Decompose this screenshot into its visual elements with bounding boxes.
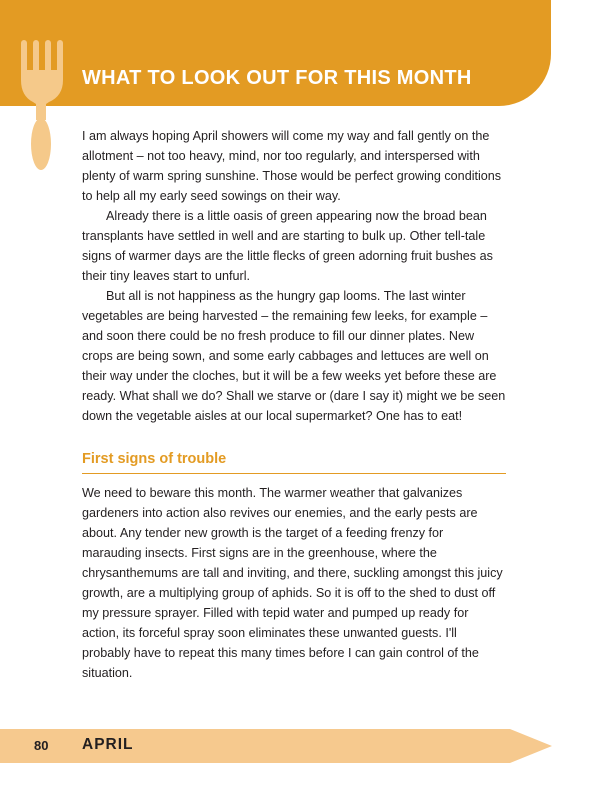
- page-title: WHAT TO LOOK OUT FOR THIS MONTH: [82, 67, 472, 89]
- intro-paragraph: Already there is a little oasis of green appearing now the broad bean transplants have settled in well and are starting to bulk up. Other tell-tale signs of warmer days are the little flecks of green adorning fruit bushes as their tiny leaves start to unfurl.: [82, 209, 493, 283]
- chapter-name: APRIL: [82, 736, 134, 753]
- section-paragraph: We need to beware this month. The warmer weather that galvanizes gardeners into action also revives our enemies, and the early pests are about. Any tender new growth is the target of a feeding frenzy for marauding insects. First signs are in the greenhouse, where the chrysanthemums are tall and inviting, and there, suckling amongst this juicy growth, are a multiplying group of aphids. So it is off to the shed to dust off my pressure sprayer. Filled with tepid water and pumped up ready for action, its forceful spray soon eliminates these unwanted guests. I'll probably have to repeat this many times before I can gain control of the situation.: [82, 486, 503, 680]
- section-text: [82, 483, 506, 683]
- section-heading: First signs of trouble: [82, 451, 506, 474]
- fork-icon: [16, 40, 66, 172]
- intro-paragraph: I am always hoping April showers will come my way and fall gently on the allotment – not too heavy, mind, nor too regularly, and interspersed with plenty of warm spring sunshine. Those would be perfect growing conditions to help all my early seed sowings on their way.: [82, 129, 502, 203]
- intro-paragraph: But all is not happiness as the hungry gap looms. The last winter vegetables are being harvested – the remaining few leeks, for example – and soon there could be no fresh produce to fill our dinner plates. New crops are being sown, and some early cabbages and lettuces are well on their way under the cloches, but it will be a few weeks yet before these are ready. What shall we do? Shall we starve or (dare I say it) might we be seen down the vegetable aisles at our local supermarket? One has to eat!: [82, 289, 506, 423]
- header-band: [0, 0, 551, 106]
- page-number: 80: [34, 738, 49, 753]
- intro-text: [82, 126, 506, 426]
